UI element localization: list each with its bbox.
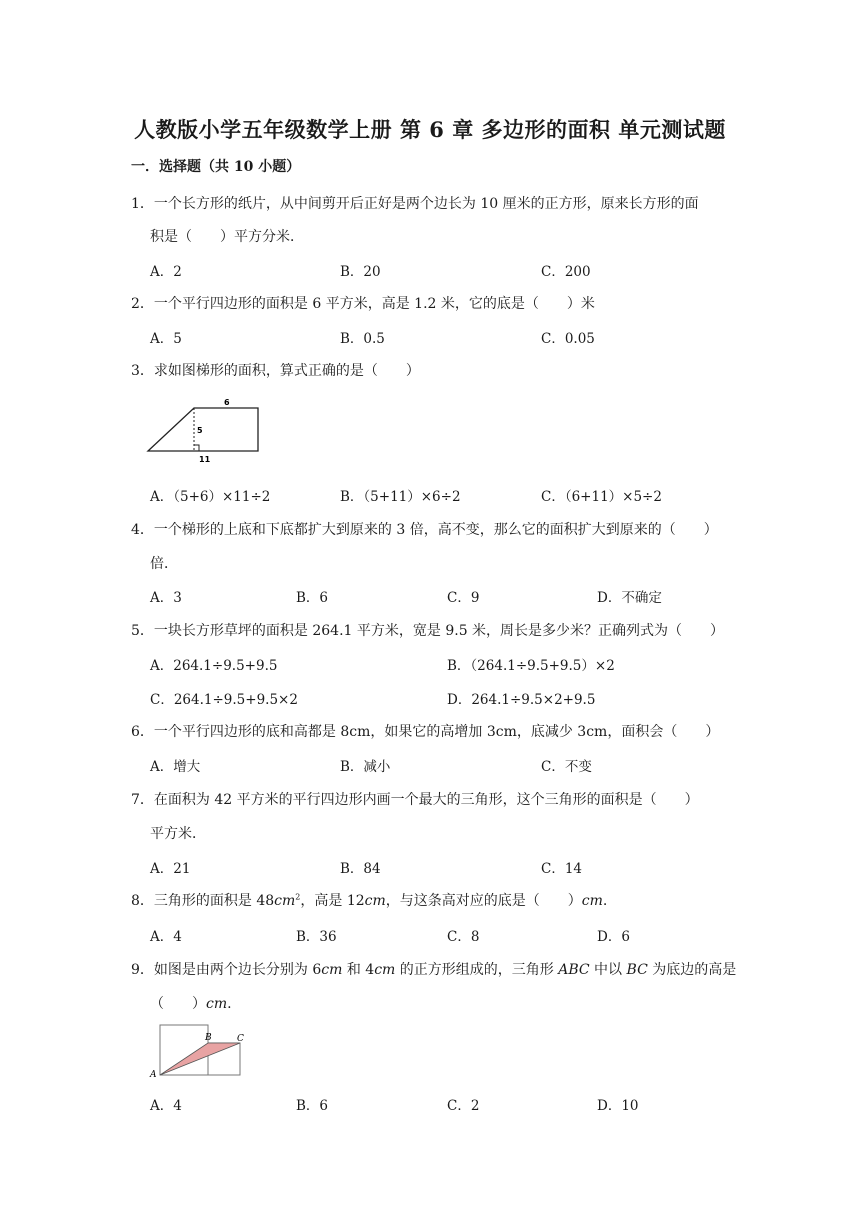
question-6-line-1: 6．一个平行四边形的底和高都是 8cm，如果它的高增加 3cm，底减少 3cm，面积会（ ） xyxy=(131,724,720,740)
question-9-line-2 xyxy=(150,993,232,1013)
vertex-b-label: B xyxy=(205,1033,212,1043)
q9-text-6: . xyxy=(227,996,232,1012)
q8-unit-2: cm xyxy=(364,893,386,909)
question-2-option-c: C．0.05 xyxy=(541,331,595,347)
question-6-option-b: B．减小 xyxy=(340,759,391,775)
q8-superscript: 2 xyxy=(295,892,301,902)
trapezoid-height-label: 5 xyxy=(197,426,203,435)
question-9-option-c: C．2 xyxy=(447,1098,480,1114)
q8-text-2: ，高是 12 xyxy=(300,893,365,909)
question-4-option-d: D．不确定 xyxy=(597,590,662,606)
trapezoid-top-label: 6 xyxy=(224,398,230,407)
q8-unit-1: cm xyxy=(274,893,296,909)
q9-text-5: 为底边的高是 xyxy=(647,962,737,978)
question-4-option-a: A．3 xyxy=(150,590,182,606)
question-7-option-b: B．84 xyxy=(340,861,381,877)
question-9-option-d: D．10 xyxy=(597,1098,639,1114)
section-heading: 一．选择题（共 10 小题） xyxy=(131,159,301,175)
question-8-option-b: B．36 xyxy=(296,929,337,945)
q8-text-4: . xyxy=(602,893,608,909)
q9-abc: ABC xyxy=(558,962,590,978)
squares-triangle-figure xyxy=(148,1022,252,1080)
question-7-line-2: 平方米． xyxy=(150,826,206,842)
q9-blank: （ ） xyxy=(150,996,206,1012)
q9-text-4: 中以 xyxy=(589,962,627,978)
question-3-option-c: C．（6+11）×5÷2 xyxy=(541,489,662,505)
question-7-line-1: 7．在面积为 42 平方米的平行四边形内画一个最大的三角形，这个三角形的面积是（ ） xyxy=(131,792,699,808)
question-4-line-1: 4．一个梯形的上底和下底都扩大到原来的 3 倍，高不变，那么它的面积扩大到原来的（ ） xyxy=(131,522,718,538)
vertex-c-label: C xyxy=(237,1034,244,1044)
q9-text-3: 的正方形组成的，三角形 xyxy=(395,962,559,978)
question-8-line-1 xyxy=(131,890,607,910)
question-3-option-a: A．（5+6）×11÷2 xyxy=(150,489,271,505)
question-4-option-b: B．6 xyxy=(296,590,329,606)
q9-text-2: 和 4 xyxy=(342,962,375,978)
page-title: 人教版小学五年级数学上册 第 6 章 多边形的面积 单元测试题 xyxy=(134,117,726,142)
question-3-line-1: 3．求如图梯形的面积，算式正确的是（ ） xyxy=(131,363,420,379)
question-6-option-a: A．增大 xyxy=(150,759,201,775)
question-1-line-1: 1．一个长方形的纸片，从中间剪开后正好是两个边长为 10 厘米的正方形，原来长方形的面 xyxy=(131,196,699,212)
question-8-option-a: A．4 xyxy=(150,929,182,945)
question-1-option-b: B．20 xyxy=(340,264,381,280)
question-9-option-b: B．6 xyxy=(296,1098,329,1114)
q9-text-1: 9．如图是由两个边长分别为 6 xyxy=(131,962,322,978)
question-5-option-d: D．264.1÷9.5×2+9.5 xyxy=(447,692,596,708)
question-7-option-c: C．14 xyxy=(541,861,583,877)
question-3-option-b: B．（5+11）×6÷2 xyxy=(340,489,461,505)
q9-bc: BC xyxy=(626,962,648,978)
question-2-option-b: B．0.5 xyxy=(340,331,385,347)
question-2-option-a: A．5 xyxy=(150,331,182,347)
question-5-option-a: A．264.1÷9.5+9.5 xyxy=(150,658,278,674)
question-1-option-c: C．200 xyxy=(541,264,591,280)
question-8-option-c: C．8 xyxy=(447,929,480,945)
question-5-option-c: C．264.1÷9.5+9.5×2 xyxy=(150,692,298,708)
trapezoid-figure xyxy=(146,393,262,465)
question-7-option-a: A．21 xyxy=(150,861,191,877)
q9-unit-1: cm xyxy=(321,962,343,978)
question-5-option-b: B．（264.1÷9.5+9.5）×2 xyxy=(447,658,615,674)
question-5-line-1: 5．一块长方形草坪的面积是 264.1 平方米，宽是 9.5 米，周长是多少米？正确列式为（ ） xyxy=(131,623,725,639)
vertex-a-label: A xyxy=(150,1070,157,1080)
q8-text-1: 8．三角形的面积是 48 xyxy=(131,893,275,909)
q8-text-3: ，与这条高对应的底是（ ） xyxy=(385,893,582,909)
q9-unit-2: cm xyxy=(374,962,396,978)
question-4-option-c: C．9 xyxy=(447,590,480,606)
question-1-line-2: 积是（ ）平方分米． xyxy=(150,229,304,245)
question-8-option-d: D．6 xyxy=(597,929,630,945)
question-9-line-1 xyxy=(131,959,736,979)
question-4-line-2: 倍． xyxy=(150,556,178,572)
question-6-option-c: C．不变 xyxy=(541,759,592,775)
question-9-option-a: A．4 xyxy=(150,1098,182,1114)
q9-unit-3: cm xyxy=(206,996,228,1012)
trapezoid-bottom-label: 11 xyxy=(199,455,211,464)
question-1-option-a: A．2 xyxy=(150,264,182,280)
q8-unit-3: cm xyxy=(581,893,603,909)
question-2-line-1: 2．一个平行四边形的面积是 6 平方米，高是 1.2 米，它的底是（ ）米 xyxy=(131,296,595,312)
